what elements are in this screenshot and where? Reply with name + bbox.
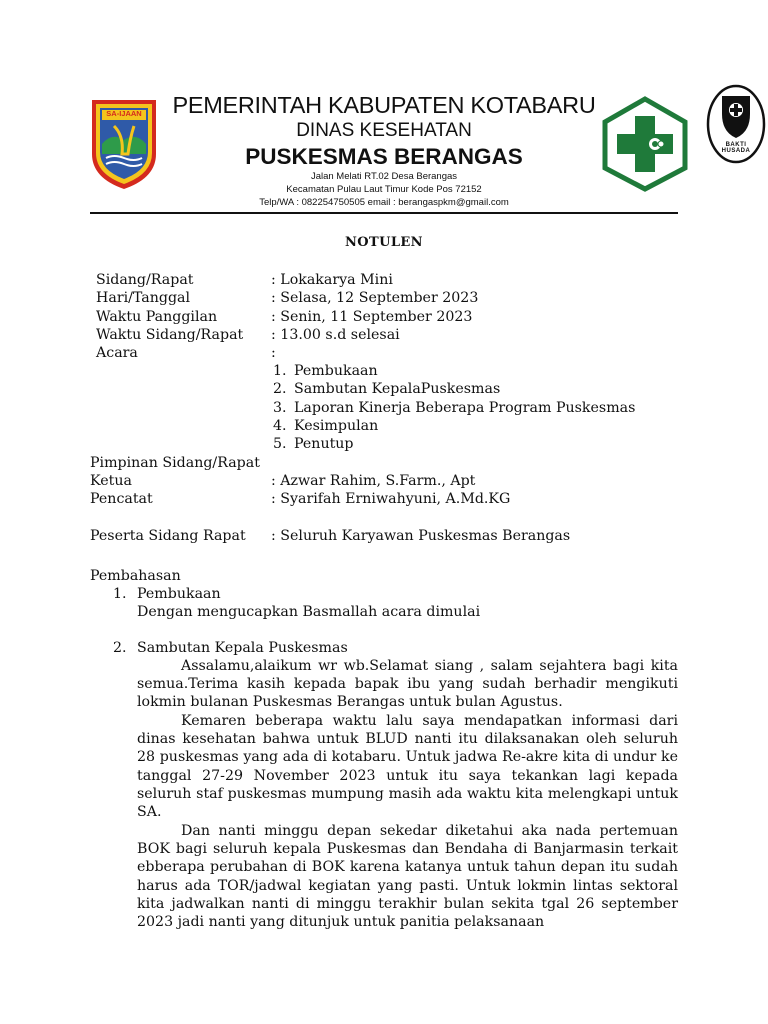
label-sidang: Sidang/Rapat [96, 272, 194, 288]
value-ketua: : Azwar Rahim, S.Farm., Apt [271, 473, 476, 489]
agenda-number: 1. [273, 363, 287, 379]
discussion-item-text: Dengan mengucapkan Basmallah acara dimulai [137, 604, 481, 620]
speech-paragraph: Dan nanti minggu depan sekedar diketahui aka nada pertemuan BOK bagi seluruh kepala Puskesmas dan Bendaha di Banjarmasin terkait ebberapa perubahan di BOK karena katanya untuk tahun depan itu sudah harus ada TOR/jadwal kegiatan yang pasti. Untuk lokmin lintas sektoral kita jadwalkan nanti di minggu terakhir bulan sekita tgal 26 september 2023 jadi nanti yang ditunjuk untuk panitia pelaksanaan [137, 823, 678, 931]
agenda-number: 4. [273, 418, 287, 434]
label-pimpinan: Pimpinan Sidang/Rapat [90, 455, 260, 471]
discussion-number: 1. [113, 586, 127, 602]
agenda-number: 5. [273, 436, 287, 452]
label-peserta: Peserta Sidang Rapat [90, 528, 246, 544]
agenda-number: 2. [273, 381, 287, 397]
speech-paragraph: Kemaren beberapa waktu lalu saya mendapatkan informasi dari dinas kesehatan bahwa untuk BLUD nanti itu dilaksanakan oleh seluruh 28 puskesmas yang ada di kotabaru. Untuk jadwa Re-akre kita di undur ke tanggal 27-29 November 2023 untuk itu saya tekankan lagi kepada seluruh staf puskesmas mumpung masih ada waktu kita melengkapi untuk SA. [137, 713, 678, 821]
label-waktu-sidang: Waktu Sidang/Rapat [96, 327, 244, 343]
agenda-item: Laporan Kinerja Beberapa Program Puskesmas [294, 400, 636, 416]
agenda-item: Penutup [294, 436, 354, 452]
agenda-number: 3. [273, 400, 287, 416]
discussion-number: 2. [113, 640, 127, 656]
kotabaru-logo-text: SA-IJAAN [106, 109, 142, 118]
agenda-item: Kesimpulan [294, 418, 379, 434]
value-waktu-sidang: : 13.00 s.d selesai [271, 327, 400, 343]
value-pencatat: : Syarifah Erniwahyuni, A.Md.KG [271, 491, 511, 507]
value-hari-tanggal: : Selasa, 12 September 2023 [271, 290, 479, 306]
letterhead-address-street: Jalan Melati RT.02 Desa Berangas [310, 171, 458, 182]
label-pencatat: Pencatat [90, 491, 153, 507]
bakti-husada-logo [704, 82, 768, 170]
discussion-item-title: Sambutan Kepala Puskesmas [137, 640, 348, 656]
speech-paragraph: Assalamu,alaikum wr wb.Selamat siang , salam sejahtera bagi kita semua.Terima kasih kepada bapak ibu yang sudah berhadir mengikuti lokmin bulanan Puskesmas Berangas untuk bulan Agustus. [137, 658, 678, 711]
letterhead-contact: Telp/WA : 082254750505 email : berangaspkm@gmail.com [259, 197, 509, 208]
agenda-item: Sambutan KepalaPuskesmas [294, 381, 501, 397]
bakti-husada-text: BAKTI HUSADA [721, 142, 751, 154]
label-ketua: Ketua [90, 473, 132, 489]
label-waktu-panggilan: Waktu Panggilan [96, 309, 218, 325]
discussion-item-title: Pembukaan [137, 586, 221, 602]
value-peserta: : Seluruh Karyawan Puskesmas Berangas [271, 528, 571, 544]
value-waktu-panggilan: : Senin, 11 September 2023 [271, 309, 473, 325]
letterhead-institution: PUSKESMAS BERANGAS [245, 144, 523, 169]
document-title: NOTULEN [345, 235, 423, 250]
label-acara: Acara [96, 345, 138, 361]
agenda-item: Pembukaan [294, 363, 378, 379]
value-sidang: : Lokakarya Mini [271, 272, 393, 288]
letterhead-government: PEMERINTAH KABUPATEN KOTABARU [172, 92, 596, 118]
letterhead-divider [90, 212, 678, 214]
discussion-heading: Pembahasan [90, 568, 181, 584]
label-hari-tanggal: Hari/Tanggal [96, 290, 191, 306]
value-acara: : [271, 345, 276, 361]
letterhead-agency: DINAS KESEHATAN [296, 120, 472, 141]
letterhead-address-district: Kecamatan Pulau Laut Timur Kode Pos 72152 [286, 184, 482, 195]
